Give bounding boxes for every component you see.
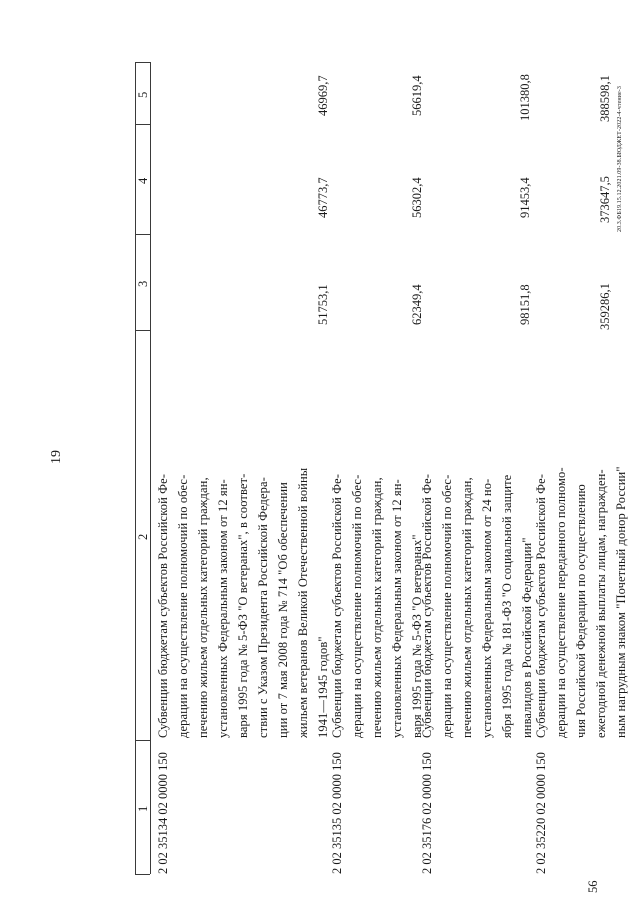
table-top-border bbox=[135, 62, 150, 63]
header-col-1: 1 bbox=[136, 805, 150, 812]
table-row-2-value-4: 56302,4 bbox=[410, 177, 424, 218]
table-row-2-description bbox=[327, 328, 427, 738]
table-row-4-value-4: 373647,5 bbox=[598, 176, 612, 223]
table-row-4-value-5: 388598,1 bbox=[598, 75, 612, 122]
table-row-3-code: 2 02 35176 02 0000 150 bbox=[420, 752, 434, 874]
header-col-3: 3 bbox=[136, 280, 150, 287]
row-3-line: инвалидов в Российской Федерации" bbox=[520, 537, 534, 738]
table-row-4-value-3: 359286,1 bbox=[598, 283, 612, 330]
row-1-line: варя 1995 года № 5-ФЗ "О ветеранах", в соответ- bbox=[236, 473, 250, 738]
row-4-line: ным нагрудным знаком "Почетный донор России" bbox=[614, 466, 628, 738]
row-3-line: установленных Федеральным законом от 24 но- bbox=[480, 478, 494, 738]
row-2-line: установленных Федеральным законом от 12 ян- bbox=[390, 479, 404, 738]
table-row-2-value-3: 62349,4 bbox=[410, 284, 424, 325]
row-1-line: 1941—1945 годов" bbox=[316, 636, 330, 738]
row-4-line: чия Российской Федерации по осуществлению bbox=[574, 484, 588, 738]
page-number-bottom: 56 bbox=[586, 880, 600, 893]
row-2-line: Субвенции бюджетам субъектов Российской Фе- bbox=[330, 474, 344, 738]
table-row-3-description bbox=[417, 328, 537, 738]
row-1-line: жильем ветеранов Великой Отечественной войны bbox=[296, 467, 310, 738]
header-col-sep-5-4 bbox=[135, 124, 150, 125]
page-number-top: 19 bbox=[49, 450, 64, 464]
table-row-4-description bbox=[531, 328, 631, 738]
row-1-line: печению жильем отдельных категорий граждан, bbox=[196, 477, 210, 738]
header-col-sep-4-3 bbox=[135, 234, 150, 235]
row-3-line: дерации на осуществление полномочий по обес- bbox=[440, 474, 454, 738]
row-4-line: Субвенции бюджетам субъектов Российской Фе- bbox=[534, 474, 548, 738]
table-row-2-value-5: 56619,4 bbox=[410, 75, 424, 116]
row-1-line: ции от 7 мая 2008 года № 714 "Об обеспечении bbox=[276, 482, 290, 738]
row-3-line: печению жильем отдельных категорий граждан, bbox=[460, 477, 474, 738]
table-row-1-value-4: 46773,7 bbox=[316, 177, 330, 218]
table-row-4-code: 2 02 35220 02 0000 150 bbox=[534, 752, 548, 874]
table-bottom-border bbox=[135, 874, 150, 875]
table-row-1-value-5: 46969,7 bbox=[316, 75, 330, 116]
row-3-line: Субвенции бюджетам субъектов Российской Фе- bbox=[420, 474, 434, 738]
row-2-line: варя 1995 года № 5-ФЗ "О ветеранах" bbox=[410, 534, 424, 738]
table-row-3-value-5: 101380,8 bbox=[518, 74, 532, 121]
header-col-5: 5 bbox=[136, 91, 150, 98]
row-3-line: ября 1995 года № 181-ФЗ "О социальной защите bbox=[500, 474, 514, 738]
row-1-line: ствии с Указом Президента Российской Федера- bbox=[256, 477, 270, 738]
header-col-sep-3-2 bbox=[135, 330, 150, 331]
row-4-line: дерации на осуществление переданного полномо- bbox=[554, 467, 568, 738]
row-1-line: установленных Федеральным законом от 12 ян- bbox=[216, 479, 230, 738]
table-row-3-value-3: 98151,8 bbox=[518, 284, 532, 325]
header-col-4: 4 bbox=[136, 177, 150, 184]
table-row-3-value-4: 91453,4 bbox=[518, 177, 532, 218]
row-2-line: дерации на осуществление полномочий по обес- bbox=[350, 474, 364, 738]
row-4-line: ежегодной денежной выплаты лицам, награжден- bbox=[594, 469, 608, 738]
header-col-sep-2-1 bbox=[135, 740, 150, 741]
table-row-1-value-3: 51753,1 bbox=[316, 284, 330, 325]
row-2-line: печению жильем отдельных категорий граждан, bbox=[370, 477, 384, 738]
footer-document-code: 20.3.ФБ19.15.12.2021.09-38.БЮДЖЕТ-2022-4-чтение-3 bbox=[617, 86, 623, 232]
table-row-1-description bbox=[153, 328, 333, 738]
table-row-1-code: 2 02 35134 02 0000 150 bbox=[156, 752, 170, 874]
table-row-2-code: 2 02 35135 02 0000 150 bbox=[330, 752, 344, 874]
row-1-line: Субвенции бюджетам субъектов Российской Фе- bbox=[156, 474, 170, 738]
header-col-2: 2 bbox=[136, 533, 150, 540]
row-1-line: дерации на осуществление полномочий по обес- bbox=[176, 474, 190, 738]
